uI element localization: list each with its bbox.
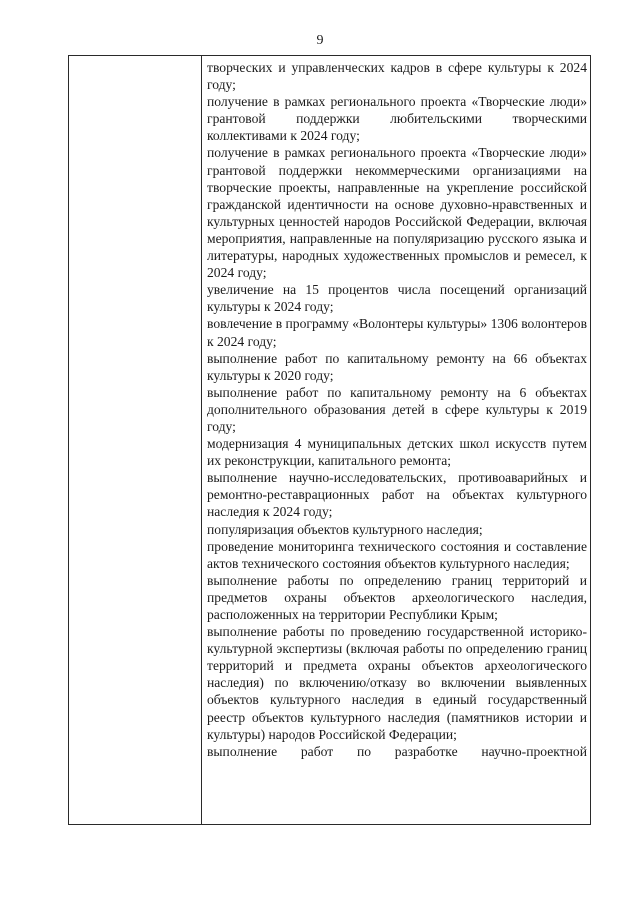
list-item: увеличение на 15 процентов числа посещений организаций культуры к 2024 году; (207, 282, 587, 315)
list-item: популяризация объектов культурного наследия; (207, 521, 483, 537)
list-item: получение в рамках регионального проекта «Творческие люди» грантовой поддержки любительскими творческими коллективами к 2024 году; (207, 94, 587, 144)
list-item: выполнение работы по определению границ территорий и предметов охраны объектов археологического наследия, расположенных на территории Республики Крым; (207, 572, 587, 622)
page-number: 9 (316, 33, 324, 48)
table-left-column (69, 56, 202, 824)
document-table (68, 55, 591, 825)
list-item: выполнение работы по проведению государственной историко-культурной экспертизы (включая работы по определению границ территорий и предмета охраны объектов археологического наследия) по включению/отказу во включении выявленных объектов культурного наследия в единый государственный реестр объектов культурного наследия (памятников истории и культуры) народов Российской Федерации; (207, 624, 587, 742)
list-item: выполнение работ по капитальному ремонту на 66 объектах культуры к 2020 году; (207, 350, 587, 383)
list-item: выполнение работ по разработке научно-проектной (207, 743, 587, 759)
list-item: проведение мониторинга технического состояния и составление актов технического состояния объектов культурного наследия; (207, 538, 587, 571)
list-item: выполнение работ по капитальному ремонту на 6 объектах дополнительного образования детей в сфере культуры к 2019 году; (207, 384, 587, 434)
list-item: получение в рамках регионального проекта «Творческие люди» грантовой поддержки некоммерческими организациями на творческие проекты, направленные на укрепление российской гражданской идентичности на основе духовно-нравственных и культурных ценностей народов Российской Федерации, включая мероприятия, направленные на популяризацию русского языка и литературы, народных художественных промыслов и ремесел, к 2024 году; (207, 145, 587, 281)
table-right-column (202, 56, 590, 824)
list-item: творческих и управленческих кадров в сфере культуры к 2024 году; (207, 60, 587, 93)
list-item: вовлечение в программу «Волонтеры культуры» 1306 волонтеров к 2024 году; (207, 316, 587, 349)
list-item: выполнение научно-исследовательских, противоаварийных и ремонтно-реставрационных работ на объектах культурного наследия к 2024 году; (207, 470, 587, 520)
list-item: модернизация 4 муниципальных детских школ искусств путем их реконструкции, капитального ремонта; (207, 436, 587, 469)
